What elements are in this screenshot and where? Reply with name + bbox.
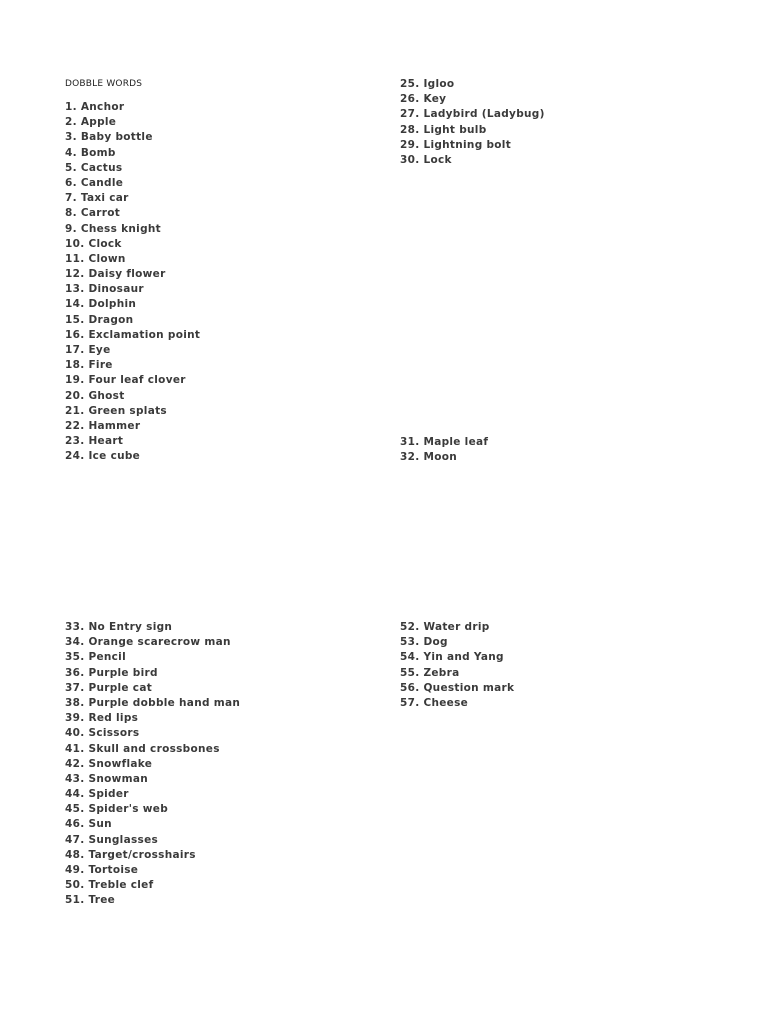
list-item: 44. Spider: [65, 788, 129, 801]
word-list-column-2: [400, 77, 545, 168]
list-item: 55. Zebra: [400, 666, 460, 679]
list-item: 22. Hammer: [65, 419, 141, 432]
list-item: 57. Cheese: [400, 696, 469, 709]
list-item: 16. Exclamation point: [65, 328, 201, 341]
list-item: 54. Yin and Yang: [400, 651, 504, 664]
list-item: 9. Chess knight: [65, 222, 161, 235]
list-item: 45. Spider's web: [65, 803, 169, 816]
list-item: 46. Sun: [65, 818, 112, 831]
list-item: 38. Purple dobble hand man: [65, 696, 241, 709]
list-item: 11. Clown: [65, 252, 126, 265]
list-item: 19. Four leaf clover: [65, 374, 186, 387]
word-list-column-3: [400, 435, 488, 465]
list-item: 31. Maple leaf: [400, 436, 489, 448]
list-item: 34. Orange scarecrow man: [65, 636, 231, 649]
list-item: 24. Ice cube: [65, 450, 141, 463]
word-list-column-5: [400, 620, 514, 711]
list-item: 37. Purple cat: [65, 681, 153, 694]
list-item: 17. Eye: [65, 344, 111, 356]
list-item: 12. Daisy flower: [65, 268, 166, 281]
list-item: 4. Bomb: [65, 146, 116, 159]
page-title: DOBBLE WORDS: [65, 79, 143, 89]
list-item: 30. Lock: [400, 153, 452, 166]
list-item: 33. No Entry sign: [65, 621, 173, 633]
list-item: 56. Question mark: [400, 681, 515, 694]
list-item: 25. Igloo: [400, 78, 455, 90]
list-item: 49. Tortoise: [65, 864, 139, 876]
list-item: 29. Lightning bolt: [400, 138, 512, 151]
list-item: 28. Light bulb: [400, 123, 487, 136]
list-item: 1. Anchor: [65, 101, 125, 113]
word-list-column-1: [65, 100, 200, 465]
list-item: 36. Purple bird: [65, 666, 158, 679]
list-item: 18. Fire: [65, 359, 113, 372]
list-item: 32. Moon: [400, 451, 458, 464]
list-item: 13. Dinosaur: [65, 283, 144, 296]
list-item: 14. Dolphin: [65, 298, 137, 311]
list-item: 40. Scissors: [65, 727, 140, 740]
list-item: 51. Tree: [65, 894, 116, 907]
list-item: 43. Snowman: [65, 772, 149, 785]
list-item: 7. Taxi car: [65, 192, 129, 205]
list-item: 47. Sunglasses: [65, 833, 159, 846]
list-item: 21. Green splats: [65, 404, 167, 417]
list-item: 42. Snowflake: [65, 757, 153, 770]
list-item: 52. Water drip: [400, 621, 490, 633]
list-item: 53. Dog: [400, 636, 448, 649]
list-item: 27. Ladybird (Ladybug): [400, 108, 545, 121]
list-item: 23. Heart: [65, 435, 124, 448]
list-item: 6. Candle: [65, 176, 124, 189]
list-item: 3. Baby bottle: [65, 131, 153, 144]
list-item: 41. Skull and crossbones: [65, 742, 220, 755]
list-item: 8. Carrot: [65, 207, 121, 220]
list-item: 10. Clock: [65, 237, 122, 250]
list-item: 5. Cactus: [65, 161, 123, 174]
list-item: 48. Target/crosshairs: [65, 848, 196, 861]
list-item: 35. Pencil: [65, 651, 126, 664]
list-item: 39. Red lips: [65, 712, 139, 725]
list-item: 20. Ghost: [65, 389, 125, 402]
list-item: 50. Treble clef: [65, 879, 154, 892]
list-item: 15. Dragon: [65, 313, 134, 326]
list-item: 26. Key: [400, 93, 447, 106]
list-item: 2. Apple: [65, 116, 117, 129]
word-list-column-4: [65, 620, 240, 909]
